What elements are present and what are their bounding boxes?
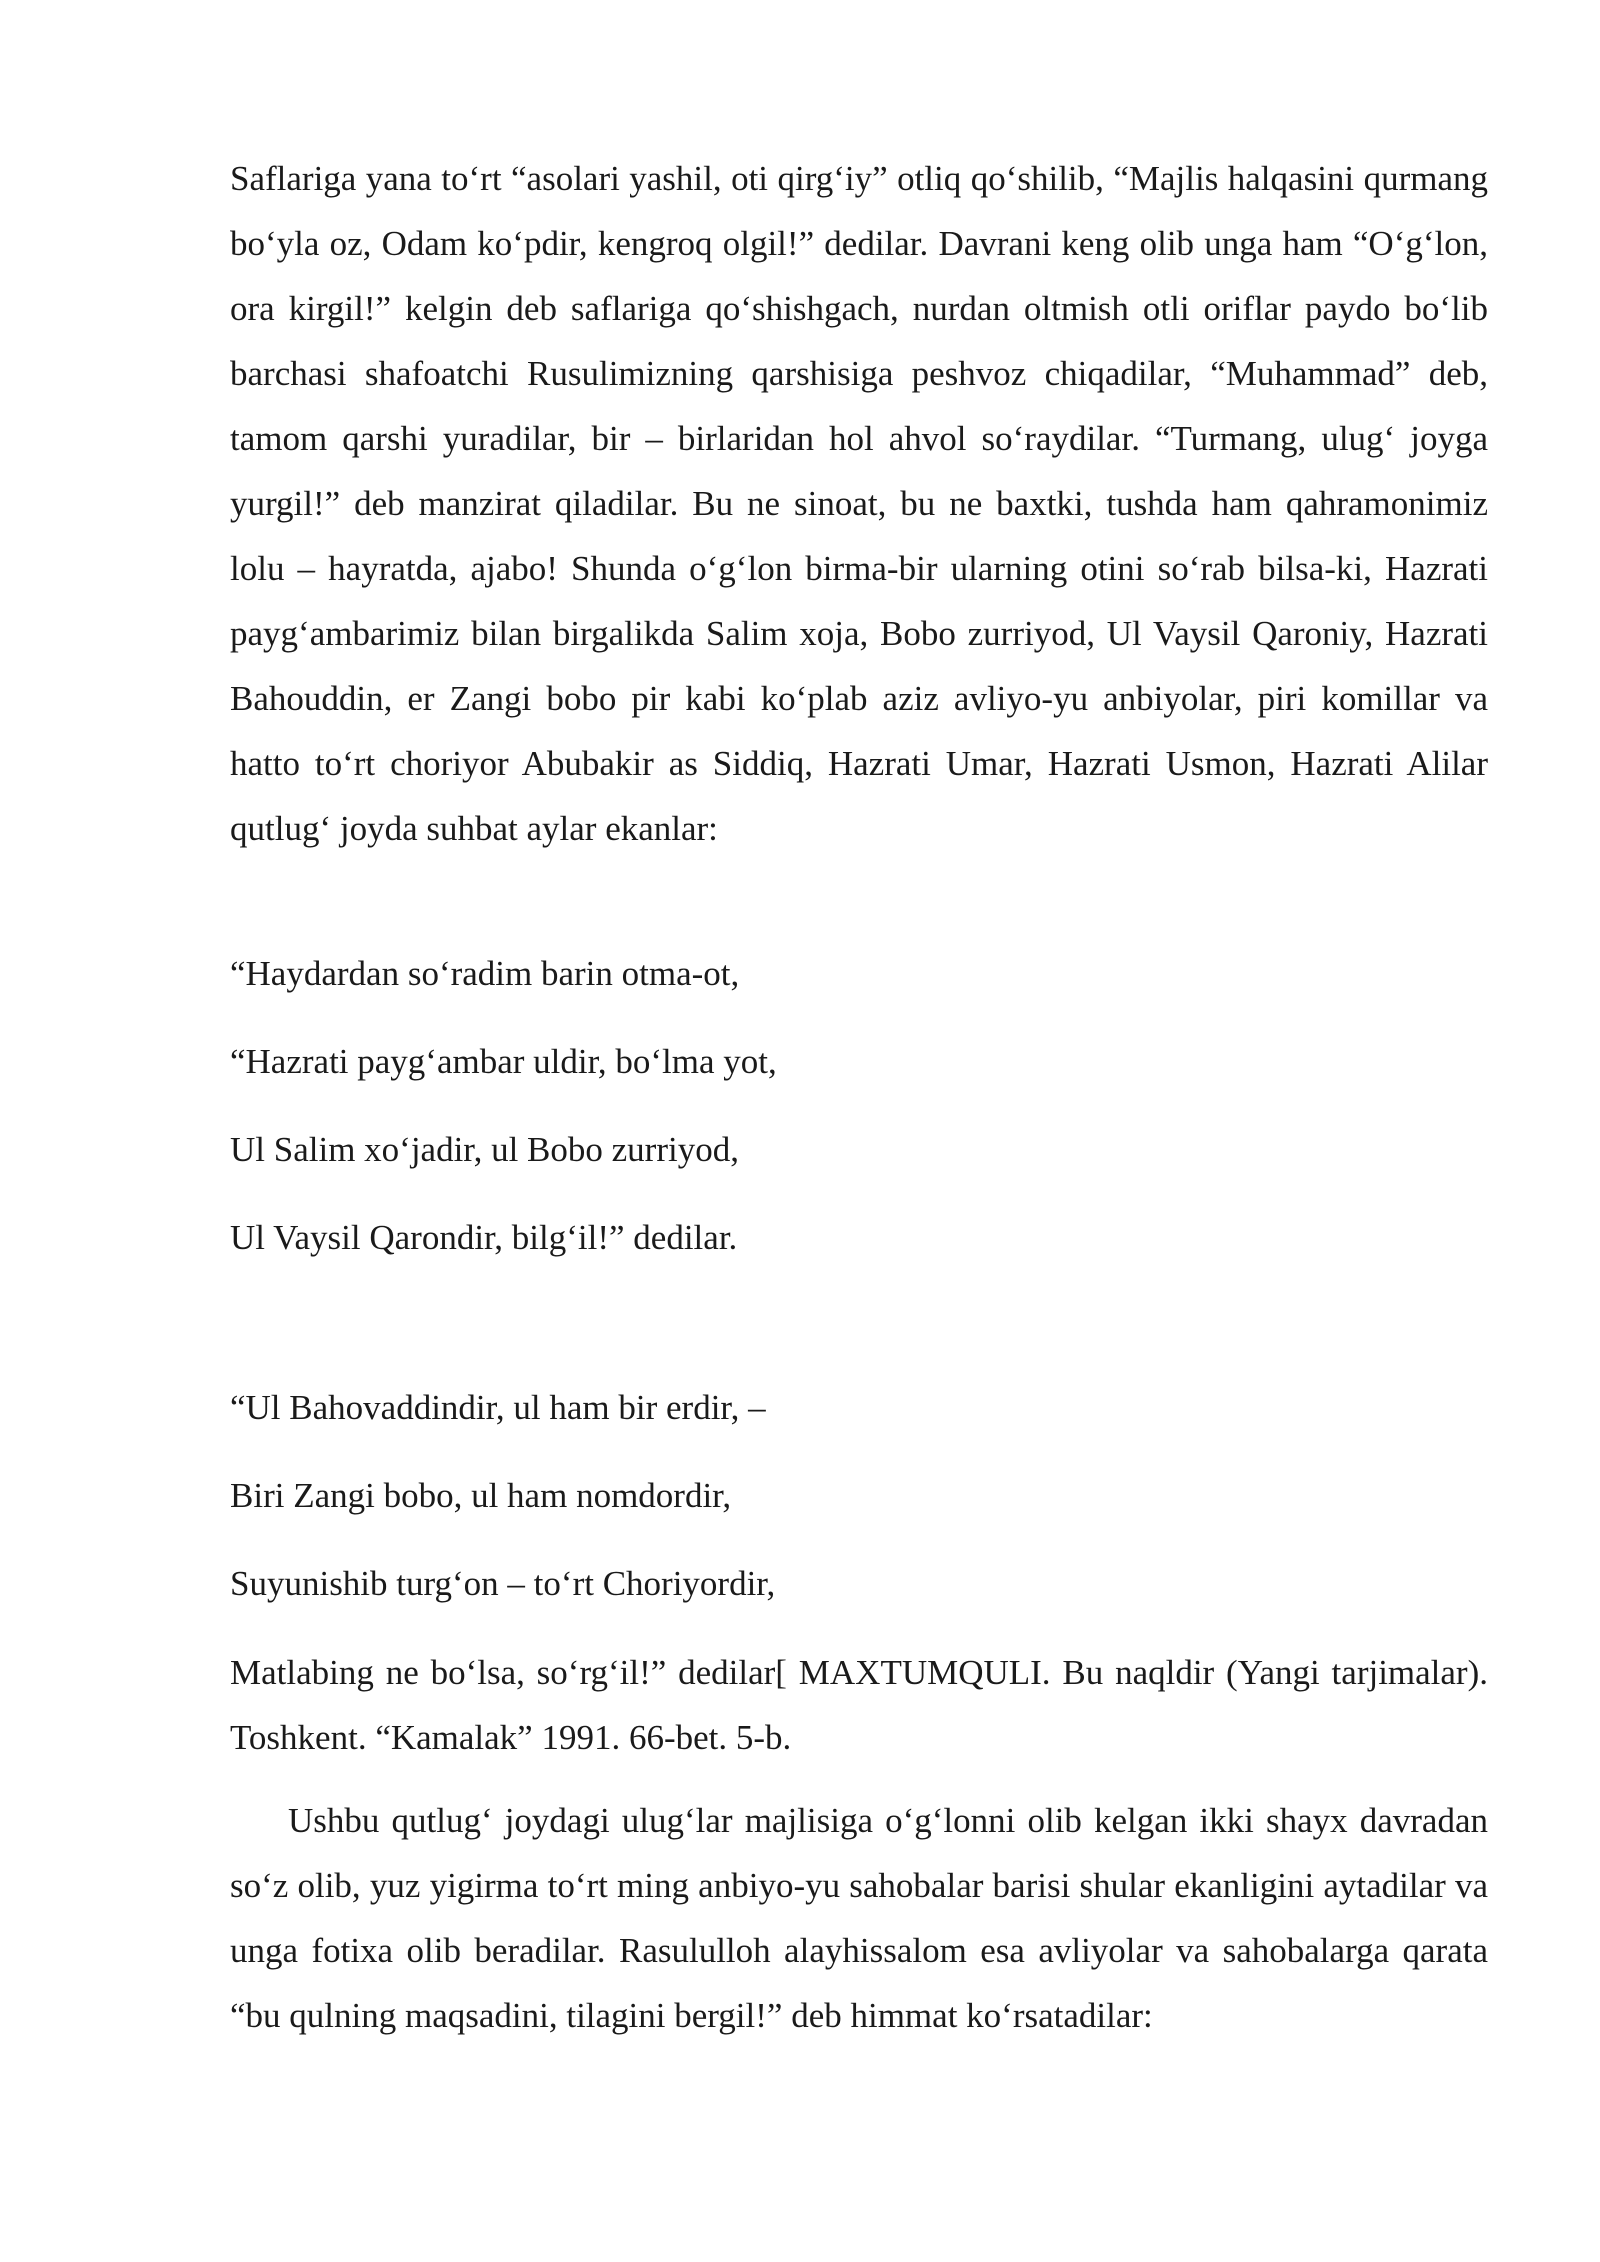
verse-line: “Ul Bahovaddindir, ul ham bir erdir, – <box>230 1388 766 1427</box>
verse-stanza-1-line-3 <box>230 1130 1488 1170</box>
verse-stanza-2 <box>230 1388 1488 1428</box>
verse-line: “Hazrati payg‘ambar uldir, bo‘lma yot, <box>230 1042 777 1081</box>
citation-text: Matlabing ne bo‘lsa, so‘rg‘il!” dedilar[ MAXTUMQULI. Bu naqldir (Yangi tarjimalar). Toshkent. “Kamalak” 1991. 66-bet. 5-b. <box>230 1653 1488 1757</box>
verse-line: Ul Salim xo‘jadir, ul Bobo zurriyod, <box>230 1130 739 1169</box>
paragraph-text: Saflariga yana to‘rt “asolari yashil, oti qirg‘iy” otliq qo‘shilib, “Majlis halqasini qurmang bo‘yla oz, Odam ko‘pdir, kengroq olgil!” dedilar. Davrani keng olib unga ham “O‘g‘lon, ora kirgil!” kelgin deb saflariga qo‘shishgach, nurdan oltmish otli oriflar paydo bo‘lib barchasi shafoatchi Rusulimizning qarshisiga peshvoz chiqadilar, “Muhammad” deb, tamom qarshi yuradilar, bir – birlaridan hol ahvol so‘raydilar. “Turmang, ulug‘ joyga yurgil!” deb manzirat qiladilar. Bu ne sinoat, bu ne baxtki, tushda ham qahramonimiz lolu – hayratda, ajabo! Shunda o‘g‘lon birma-bir ularning otini so‘rab bilsa-ki, Hazrati payg‘ambarimiz bilan birgalikda Salim xoja, Bobo zurriyod, Ul Vaysil Qaroniy, Hazrati Bahouddin, er Zangi bobo pir kabi ko‘plab aziz avliyo-yu anbiyolar, piri komillar va hatto to‘rt choriyor Abubakir as Siddiq, Hazrati Umar, Hazrati Usmon, Hazrati Alilar qutlug‘ joyda suhbat aylar ekanlar: <box>230 159 1488 848</box>
paragraph-citation <box>230 1640 1488 1770</box>
paragraph-text: Ushbu qutlug‘ joydagi ulug‘lar majlisiga o‘g‘lonni olib kelgan ikki shayx davradan so‘z olib, yuz yigirma to‘rt ming anbiyo-yu sahobalar barisi shular ekanligini aytadilar va unga fotixa olib beradilar. Rasululloh alayhissalom esa avliyolar va sahobalarga qarata “bu qulning maqsadini, tilagini bergil!” deb himmat ko‘rsatadilar: <box>230 1801 1488 2035</box>
verse-stanza-1-line-2 <box>230 1042 1488 1082</box>
verse-stanza-1-line-4 <box>230 1218 1488 1258</box>
verse-stanza-2-line-2 <box>230 1476 1488 1516</box>
verse-line: Ul Vaysil Qarondir, bilg‘il!” dedilar. <box>230 1218 738 1257</box>
verse-line: “Haydardan so‘radim barin otma-ot, <box>230 954 740 993</box>
paragraph-closing <box>230 1788 1488 2048</box>
verse-line: Biri Zangi bobo, ul ham nomdordir, <box>230 1476 732 1515</box>
verse-stanza-1 <box>230 954 1488 994</box>
paragraph-main <box>230 146 1488 861</box>
verse-line: Suyunishib turg‘on – to‘rt Choriyordir, <box>230 1564 776 1603</box>
verse-stanza-2-line-3 <box>230 1564 1488 1604</box>
